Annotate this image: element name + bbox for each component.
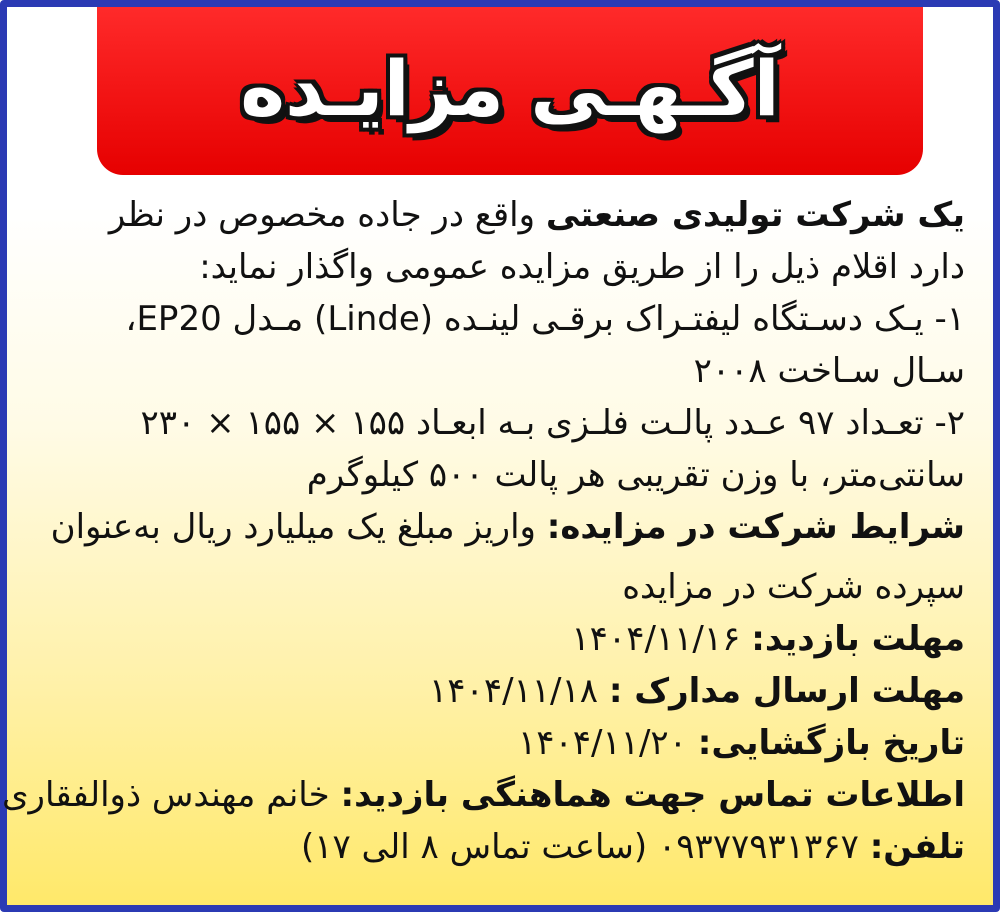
company-description: یک شرکت تولیدی صنعتی: [545, 195, 965, 235]
contact-row: [1, 769, 965, 821]
ad-body: [1, 189, 965, 873]
documents-label: مهلت ارسال مدارک :: [608, 671, 965, 711]
opening-label: تاریخ بازگشایی:: [697, 723, 965, 763]
opening-date-row: [43, 717, 965, 769]
phone-number: ۰۹۳۷۷۹۳۱۳۶۷: [657, 827, 870, 867]
conditions-line-2: سپرده شرکت در مزایده: [622, 567, 965, 607]
documents-date: ۱۴۰۴/۱۱/۱۸: [429, 671, 609, 711]
title-banner: [97, 7, 923, 175]
contact-name: خانم مهندس ذوالفقاری: [1, 775, 341, 815]
conditions-text: واریز مبلغ یک میلیارد ریال به‌عنوان: [50, 507, 547, 547]
opening-date: ۱۴۰۴/۱۱/۲۰: [517, 723, 698, 763]
phone-row: [43, 821, 965, 873]
item-1-line-1: ۱- یـک دسـتگاه لیفتـراک برقـی لینـده (Linde) مـدل EP20،: [125, 299, 965, 339]
item-2-line-1: ۲- تعـداد ۹۷ عـدد پالـت فلـزی بـه ابعـاد ۱۵۵ × ۱۵۵ × ۲۳۰: [140, 403, 965, 443]
intro-text: واقع در جاده مخصوص در نظر: [108, 195, 546, 235]
phone-hours: (ساعت تماس ۸ الی ۱۷): [300, 827, 658, 867]
intro-line-2: دارد اقلام ذیل را از طریق مزایده عمومی واگذار نماید:: [199, 247, 965, 287]
phone-label: تلفن:: [869, 827, 965, 867]
documents-deadline: [43, 665, 965, 717]
conditions-label: شرایط شرکت در مزایده:: [546, 507, 965, 547]
visit-label: مهلت بازدید:: [751, 619, 965, 659]
visit-date: ۱۴۰۴/۱۱/۱۶: [571, 619, 752, 659]
page-title: آگـهـی مزایـده: [240, 43, 780, 133]
item-1-line-2: سـال سـاخت ۲۰۰۸: [693, 351, 965, 391]
contact-label: اطلاعات تماس جهت هماهنگی بازدید:: [340, 775, 965, 815]
intro-line-1: [43, 189, 965, 241]
visit-deadline: [43, 613, 965, 665]
conditions-line-1: [43, 501, 965, 553]
item-2-line-2: سانتی‌متر، با وزن تقریبی هر پالت ۵۰۰ کیلوگرم: [306, 455, 965, 495]
